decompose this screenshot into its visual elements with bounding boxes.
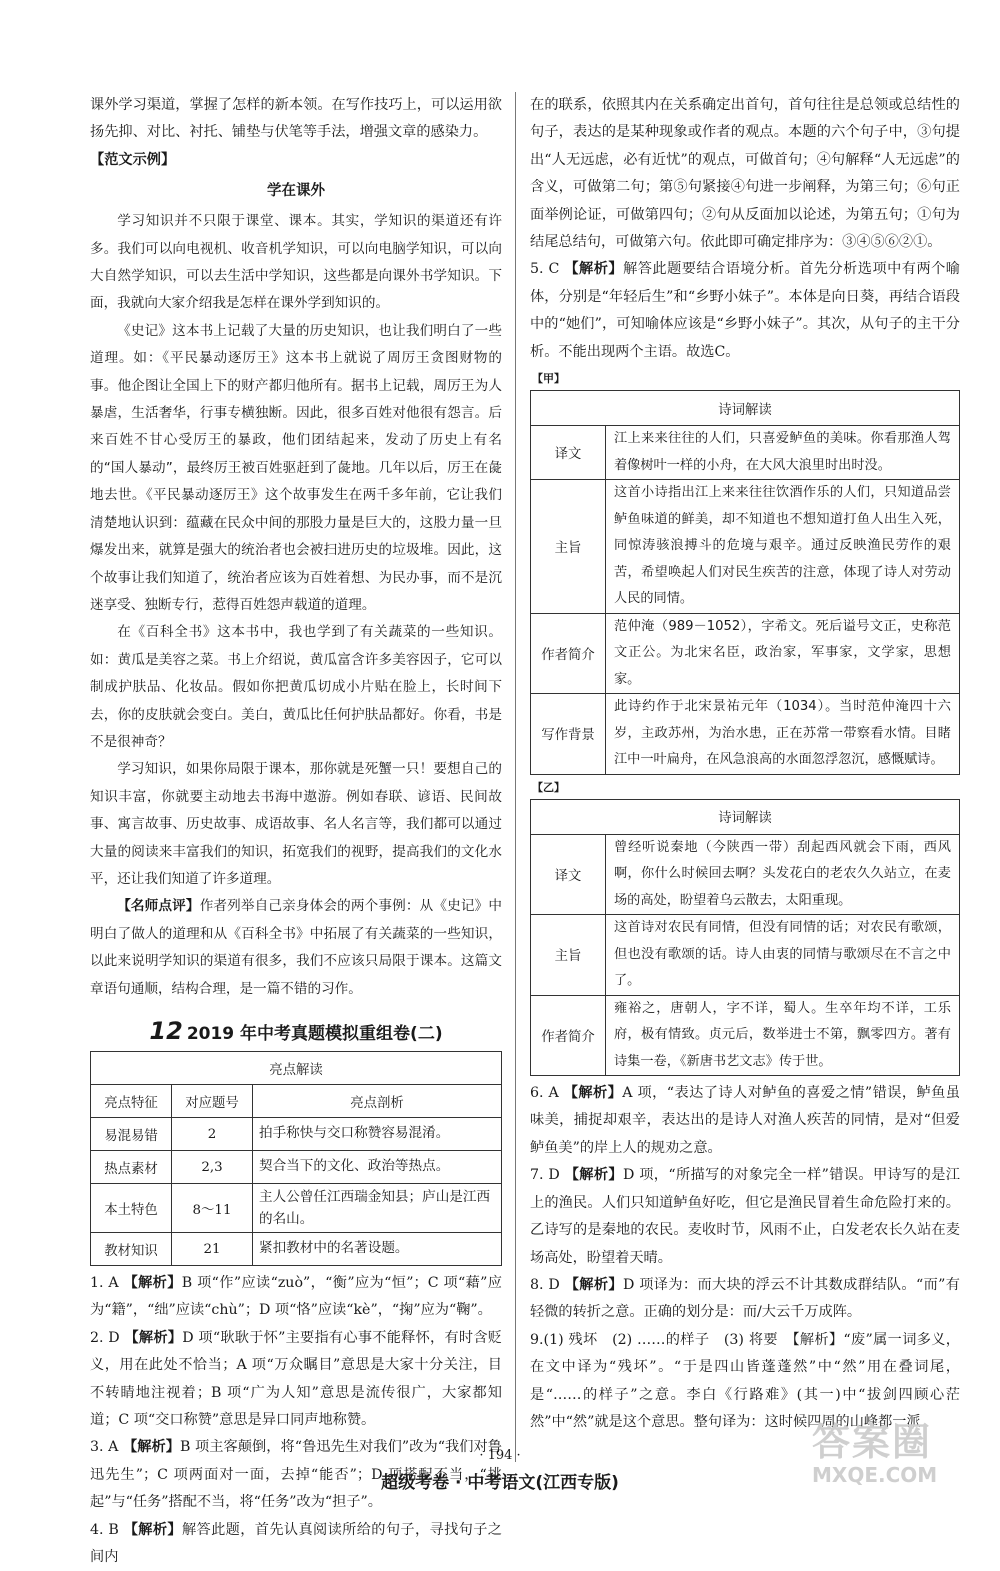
answer-number: 8. D (530, 1276, 560, 1293)
answer-item (90, 1325, 502, 1435)
answer-number: 3. A (90, 1439, 119, 1456)
answer-text: D 项“耿耿于怀”主要指有心事不能释怀，有时含贬义，用在此处不恰当；A 项“万众瞩目”意思是大家十分关注，目不转睛地注视着；B 项“广为人知”意思是流传很广，大家都知道；C 项“交口称赞”意思是异口同声地称赞。 (90, 1329, 502, 1429)
answer-list (530, 1080, 960, 1436)
watermark-url: MXQE.COM (812, 1463, 938, 1487)
table-row (531, 426, 960, 480)
answer-text: D 项译为：而大块的浮云不计其数成群结队。“而”有轻微的转折之意。正确的划分是：而/大云千万成阵。 (530, 1276, 960, 1321)
highlight-table (90, 1051, 502, 1266)
row-value: 此诗约作于北宋景祐元年（1034）。当时范仲淹四十六岁，主政苏州，为治水患，正在苏常一带察看水情。目睹江中一叶扁舟，在风急浪高的水面忽浮忽沉，感慨赋诗。 (606, 694, 960, 775)
table-cell: 2 (172, 1118, 253, 1151)
row-value: 雍裕之，唐朝人，字不详，蜀人。生卒年均不详，工乐府，极有情致。贞元后，数举进士不第，飘零四方。著有诗集一卷，《新唐书艺文志》传于世。 (606, 995, 960, 1076)
analysis-tag: 【解析】 (122, 1439, 180, 1456)
answer-continued: 在的联系，依照其内在关系确定出首句，首句往往是总领或总结性的句子，表达的是某种现象或作者的观点。本题的六个句子中，③句提出“人无远虑，必有近忧”的观点，可做首句；④句解释“人无远虑”的含义，可做第二句；第⑤句紧接④句进一步阐释，为第三句；⑥句正面举例论证，可做第四句；②句从反面加以论述，为第五句；①句为结尾总结句，可做第六句。依此即可确定排序为：③④⑤⑥②①。 (530, 97, 960, 251)
poem-yi-table (530, 799, 960, 1077)
table-cell: 拍手称快与交口称赞容易混淆。 (253, 1118, 502, 1151)
row-value: 这首诗对农民有同情，但没有同情的话；对农民有歌颂，但也没有歌颂的话。诗人由衷的同情与歌颂尽在不言之中了。 (606, 915, 960, 996)
analysis-tag: 【解析】 (123, 1275, 182, 1291)
table-cell: 8～11 (172, 1184, 253, 1233)
row-key: 主旨 (531, 915, 606, 996)
poem-table-caption: 诗词解读 (531, 799, 960, 834)
table-row (91, 1118, 502, 1151)
table-row (531, 915, 960, 996)
essay-paragraph: 《史记》这本书上记载了大量的历史知识，也让我们明白了一些道理。如：《平民暴动逐厉王》这本书上就说了周厉王贪图财物的事。他企图让全国上下的财产都归他所有。据书上记载，周厉王为人暴虐，生活奢华，行事专横独断。因此，很多百姓对他很有怨言。后来百姓不甘心受厉王的暴政，他们团结起来，发动了历史上有名的“国人暴动”，最终厉王被百姓驱赶到了彘地。几年以后，厉王在彘地去世。《平民暴动逐厉王》这个故事发生在两千多年前，它让我们清楚地认识到：蕴藏在民众中间的那股力量是巨大的，这股力量一旦爆发出来，就算是强大的统治者也会被扫进历史的垃圾堆。因此，这个故事让我们知道了，统治者应该为百姓着想、为民办事，而不是沉迷享受、独断专行，惹得百姓怨声载道的道理。 (90, 322, 502, 613)
section-title-text: 2019 年中考真题模拟重组卷(二) (186, 1024, 443, 1044)
answer-text: 解答此题要结合语境分析。首先分析选项中有两个喻体，分别是“年轻后生”和“乡野小妹子”。本体是向日葵，再结合语段中的“她们”，可知喻体应该是“乡野小妹子”。其次，从句子的主干分析。不能出现两个主语。故选C。 (530, 261, 960, 360)
table-cell: 本土特色 (91, 1184, 172, 1233)
essay-title: 学在课外 (267, 182, 325, 200)
table-header: 亮点剖析 (253, 1085, 502, 1118)
answer-number: 5. C (530, 261, 560, 278)
poem-table-caption: 诗词解读 (531, 391, 960, 426)
table-cell: 2,3 (172, 1151, 253, 1184)
row-value: 江上来来往往的人们，只喜爱鲈鱼的美味。你看那渔人驾着像树叶一样的小舟，在大风大浪里时出时没。 (606, 426, 960, 480)
answer-number: 4. B (90, 1521, 119, 1538)
table-row (91, 1233, 502, 1266)
table-row (531, 694, 960, 775)
sample-label: 【范文示例】 (90, 151, 176, 168)
answer-text: (1) 残坏 (2) ……的样子 (3) 将要 【解析】“废”属一词多义，在文中译为“残坏”。“于是四山皆蓬蓬然”中“然”用在叠词尾，是“……的样子”之意。李白《行路难》(其一)中“拔剑四顾心茫然”中“然”就是这个意思。整句译为：这时候四周的山峰都一派 (530, 1331, 960, 1430)
highlight-table-caption: 亮点解读 (91, 1052, 502, 1085)
essay-paragraph: 学习知识，如果你局限于课本，那你就是死蟹一只！要想自己的知识丰富，你就要主动地去书海中遨游。例如春联、谚语、民间故事、寓言故事、历史故事、成语故事、名人名言等，我们都可以通过大量的阅读来丰富我们的知识，拓宽我们的视野，提高我们的文化水平，还让我们知道了许多道理。 (90, 761, 502, 887)
poem-jia-label: 【甲】 (532, 372, 565, 386)
page-number: · 194 · (479, 1448, 521, 1463)
analysis-tag: 【解析】 (564, 1167, 623, 1184)
table-cell: 21 (172, 1233, 253, 1266)
watermark-logo-text: 答案圈 (812, 1420, 933, 1464)
row-key: 作者简介 (531, 613, 606, 694)
answer-number: 2. D (90, 1329, 120, 1346)
table-cell: 热点素材 (91, 1151, 172, 1184)
table-row (531, 834, 960, 915)
book-title: 超级考卷 · 中考语文(江西专版) (381, 1473, 619, 1493)
answer-number: 9. (530, 1331, 544, 1348)
comment-text: 作者列举自己亲身体会的两个事例：从《史记》中明白了做人的道理和从《百科全书》中拓展了有关蔬菜的一些知识，以此来说明学知识的渠道有很多，我们不应该只局限于课本。这篇文章语句通顺，结构合理，是一篇不错的习作。 (90, 898, 503, 997)
section-number: 12 (149, 1017, 183, 1045)
table-header: 对应题号 (172, 1085, 253, 1118)
answer-text: 解答此题，首先认真阅读所给的句子，寻找句子之间内 (90, 1521, 502, 1566)
answer-number: 7. D (530, 1167, 560, 1184)
answer-item (530, 1272, 960, 1327)
intro-text: 课外学习渠道，掌握了怎样的新本领。在写作技巧上，可以运用欲扬先抑、对比、衬托、铺垫与伏笔等手法，增强文章的感染力。 (90, 97, 502, 141)
answer-item (530, 256, 960, 366)
row-key: 译文 (531, 426, 606, 480)
row-value: 这首小诗指出江上来来往往饮酒作乐的人们，只知道品尝鲈鱼味道的鲜美，却不知道也不想知道打鱼人出生入死，同惊涛骇浪搏斗的危境与艰辛。通过反映渔民劳作的艰苦，希望唤起人们对民生疾苦的注意，体现了诗人对劳动人民的同情。 (606, 480, 960, 614)
analysis-tag: 【解析】 (124, 1329, 183, 1346)
row-key: 写作背景 (531, 694, 606, 775)
left-column (90, 92, 502, 1571)
analysis-tag: 【解析】 (123, 1521, 182, 1538)
comment-label: 【名师点评】 (117, 898, 200, 915)
watermark-logo (812, 1420, 982, 1496)
answer-text: D 项，“所描写的对象完全一样”错误。甲诗写的是江上的渔民。人们只知道鲈鱼好吃，但它是渔民冒着生命危险打来的。乙诗写的是秦地的农民。麦收时节，风雨不止，白发老农长久站在麦场高处，盼望着天晴。 (530, 1167, 960, 1266)
analysis-tag: 【解析】 (564, 261, 624, 278)
answer-item (90, 1517, 502, 1571)
row-key: 主旨 (531, 480, 606, 614)
row-value: 范仲淹（989－1052），字希文。死后谥号文正，史称范文正公。为北宋名臣，政治家，军事家，文学家，思想家。 (606, 613, 960, 694)
table-row (91, 1184, 502, 1233)
table-cell: 易混易错 (91, 1118, 172, 1151)
answer-number: 6. A (530, 1085, 559, 1102)
row-key: 译文 (531, 834, 606, 915)
poem-yi-label: 【乙】 (532, 780, 565, 794)
answer-item (530, 1080, 960, 1162)
row-value: 曾经听说秦地（今陕西一带）刮起西风就会下雨，西风啊，你什么时候回去啊？头发花白的老农久久站立，在麦场的高处，盼望着乌云散去，太阳重现。 (606, 834, 960, 915)
answer-list (90, 1270, 502, 1571)
teacher-comment (90, 893, 502, 1003)
essay-paragraph: 在《百科全书》这本书中，我也学到了有关蔬菜的一些知识。如：黄瓜是美容之菜。书上介绍说，黄瓜富含许多美容因子，它可以制成护肤品、化妆品。假如你把黄瓜切成小片贴在脸上，长时间下去，你的皮肤就会变白。美白，黄瓜比任何护肤品都好。你看，书是不是很神奇？ (90, 624, 502, 750)
table-row (91, 1151, 502, 1184)
table-cell: 紧扣教材中的名著设题。 (253, 1233, 502, 1266)
answer-item (530, 1162, 960, 1272)
table-cell: 主人公曾任江西瑞金知县；庐山是江西的名山。 (253, 1184, 502, 1233)
answer-text: A 项，“表达了诗人对鲈鱼的喜爱之情”错误，鲈鱼虽味美，捕捉却艰辛，表达出的是诗人对渔人疾苦的同情，是对“但爱鲈鱼美”的岸上人的规劝之意。 (530, 1085, 960, 1156)
essay-paragraph: 学习知识并不只限于课堂、课本。其实，学知识的渠道还有许多。我们可以向电视机、收音机学知识，可以向电脑学知识，可以向大自然学知识，可以去生活中学知识，这些都是向课外书学知识。下面，我就向大家介绍我是怎样在课外学到知识的。 (90, 213, 502, 312)
table-cell: 教材知识 (91, 1233, 172, 1266)
analysis-tag: 【解析】 (563, 1085, 623, 1102)
analysis-tag: 【解析】 (564, 1276, 623, 1293)
right-column (530, 92, 960, 1436)
table-row (531, 480, 960, 614)
row-key: 作者简介 (531, 995, 606, 1076)
answer-text: B 项主客颠倒，将“鲁迅先生对我们”改为“我们对鲁迅先生”；C 项两面对一面，去掉“能否”；D 项搭配不当，“挑起”与“任务”搭配不当，将“任务”改为“担子”。 (90, 1439, 502, 1511)
table-row (531, 613, 960, 694)
answer-number: 1. A (90, 1275, 119, 1291)
poem-jia-table (530, 390, 960, 775)
answer-item (90, 1270, 502, 1325)
table-header: 亮点特征 (91, 1085, 172, 1118)
table-row (531, 995, 960, 1076)
table-cell: 契合当下的文化、政治等热点。 (253, 1151, 502, 1184)
column-divider (515, 92, 516, 1462)
answer-text: B 项“作”应读“zuò”，“衡”应为“恒”；C 项“藉”应为“籍”，“绌”应读“chù”；D 项“恪”应读“kè”，“掬”应为“鞠”。 (90, 1275, 502, 1319)
section-title (90, 1017, 502, 1045)
